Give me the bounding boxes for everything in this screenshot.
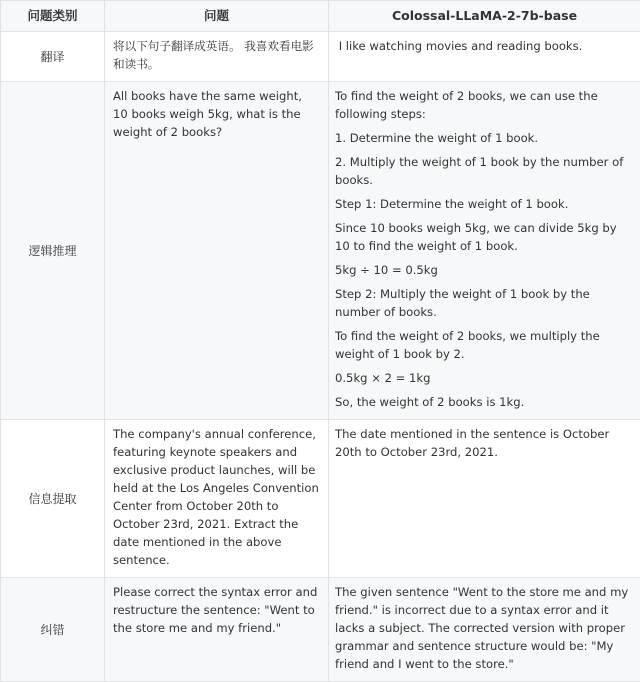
category-cell: 信息提取 (1, 420, 105, 578)
category-cell: 翻译 (1, 32, 105, 82)
answer-paragraph: Since 10 books weigh 5kg, we can divide 5kg by 10 to find the weight of 1 book. (335, 219, 634, 255)
answer-cell (329, 32, 640, 82)
table-row (1, 578, 640, 682)
answer-paragraph: To find the weight of 2 books, we can use the following steps: (335, 87, 634, 123)
question-cell: Please correct the syntax error and restructure the sentence: "Went to the store me and my friend." (105, 578, 329, 682)
question-cell: 将以下句子翻译成英语。 我喜欢看电影和读书。 (105, 32, 329, 82)
header-model: Colossal-LLaMA-2-7b-base (329, 1, 640, 32)
answer-cell (329, 578, 640, 682)
answer-paragraph: 5kg ÷ 10 = 0.5kg (335, 261, 634, 279)
answer-paragraph: 2. Multiply the weight of 1 book by the number of books. (335, 153, 634, 189)
answer-paragraph: I like watching movies and reading books. (335, 37, 634, 55)
header-category: 问题类别 (1, 1, 105, 32)
table-row (1, 82, 640, 420)
answer-paragraph: 0.5kg × 2 = 1kg (335, 369, 634, 387)
question-cell: All books have the same weight, 10 books weigh 5kg, what is the weight of 2 books? (105, 82, 329, 420)
header-question: 问题 (105, 1, 329, 32)
answer-paragraph: Step 1: Determine the weight of 1 book. (335, 195, 634, 213)
answer-paragraph: So, the weight of 2 books is 1kg. (335, 393, 634, 411)
answer-cell (329, 82, 640, 420)
answer-paragraph: To find the weight of 2 books, we multiply the weight of 1 book by 2. (335, 327, 634, 363)
category-cell: 纠错 (1, 578, 105, 682)
answer-paragraph: The date mentioned in the sentence is October 20th to October 23rd, 2021. (335, 425, 634, 461)
table-row (1, 32, 640, 82)
question-cell: The company's annual conference, featuring keynote speakers and exclusive product launches, will be held at the Los Angeles Convention Center from October 20th to October 23rd, 2021. Extract the date mentioned in the above sentence. (105, 420, 329, 578)
answer-cell (329, 420, 640, 578)
answer-paragraph: Step 2: Multiply the weight of 1 book by the number of books. (335, 285, 634, 321)
table-row (1, 420, 640, 578)
answer-paragraph: 1. Determine the weight of 1 book. (335, 129, 634, 147)
table-header-row (1, 1, 640, 32)
category-cell: 逻辑推理 (1, 82, 105, 420)
answer-paragraph: The given sentence "Went to the store me and my friend." is incorrect due to a syntax error and it lacks a subject. The corrected version with proper grammar and sentence structure would be: "My friend and I went to the store." (335, 583, 634, 673)
